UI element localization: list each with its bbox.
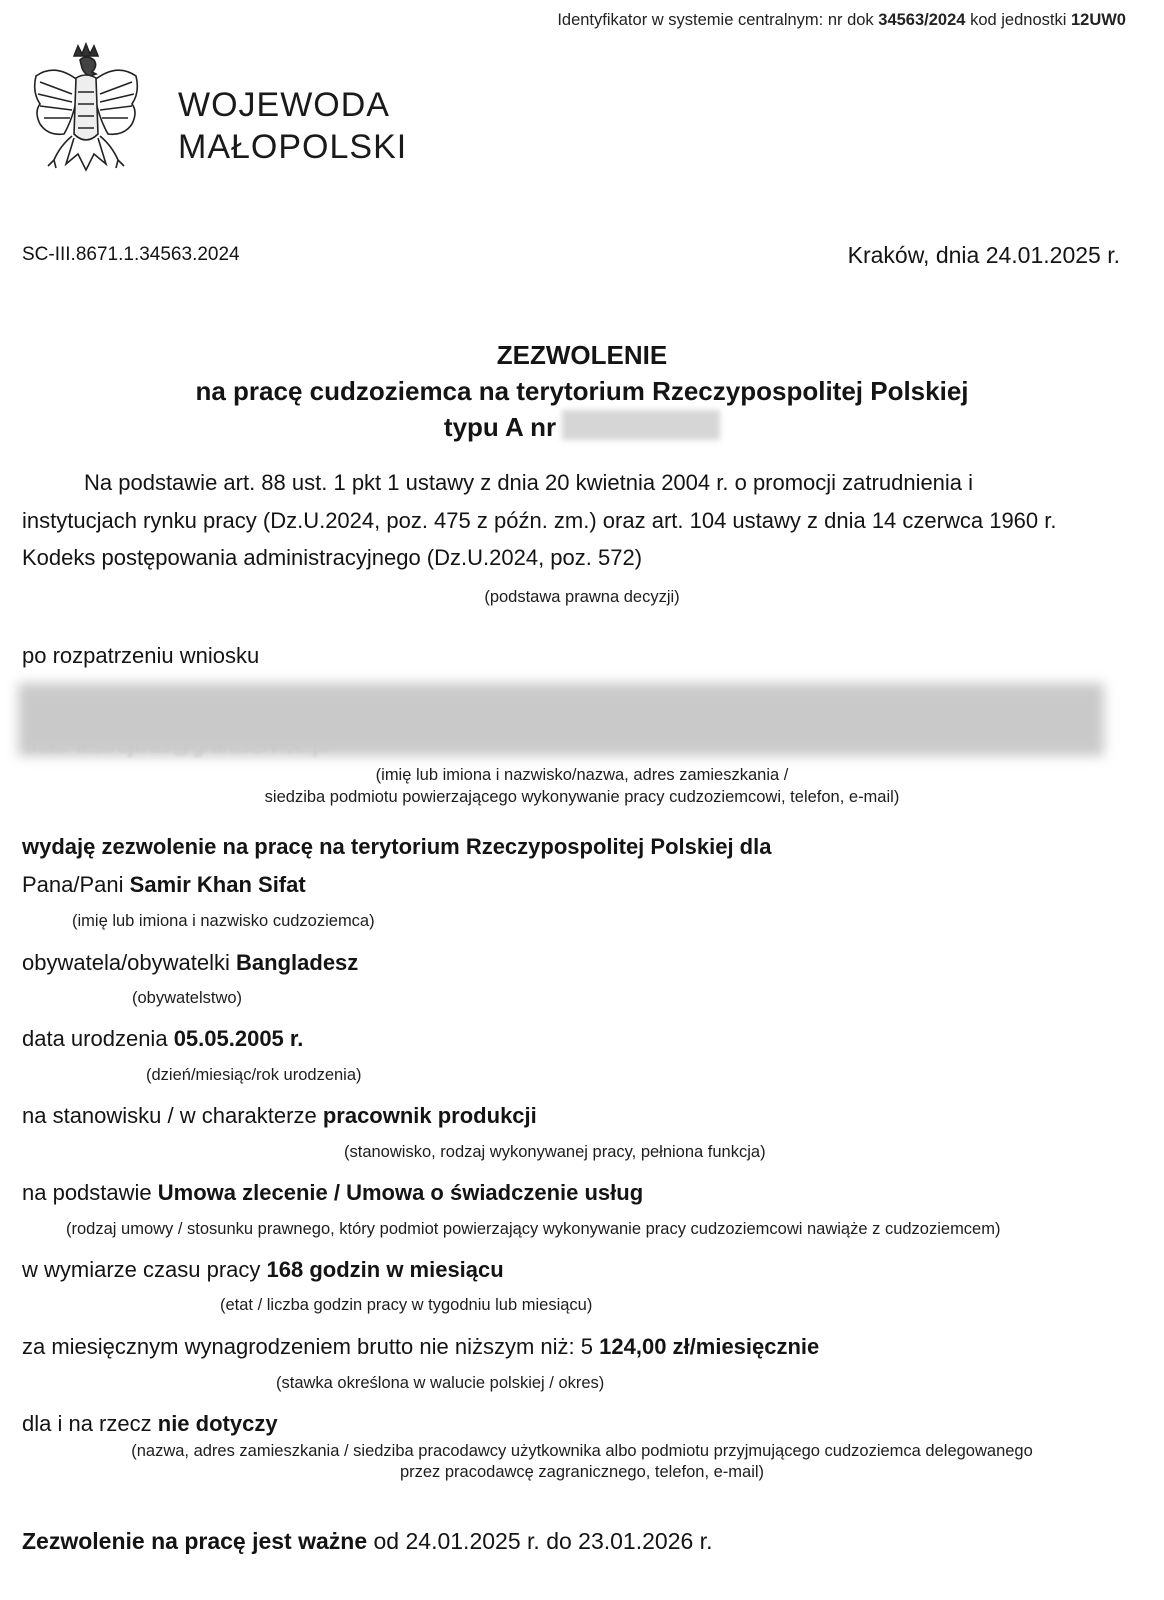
applicant-hint-1: (imię lub imiona i nazwisko/nazwa, adres zamieszkania / <box>375 766 789 784</box>
citizenship-value: Bangladesz <box>236 950 359 975</box>
validity-to-label: do <box>546 1528 572 1554</box>
contract-label: na podstawie <box>22 1180 152 1205</box>
case-signature: SC-III.8671.1.34563.2024 <box>22 244 240 265</box>
citizenship-row <box>22 950 358 976</box>
system-id-label: Identyfikator w systemie centralnym: nr dok <box>557 11 874 29</box>
issue-statement: wydaję zezwolenie na pracę na terytorium Rzeczypospolitej Polskiej dla <box>22 834 772 859</box>
position-label: na stanowisku / w charakterze <box>22 1103 317 1128</box>
working-hours-value: 168 godzin w miesiącu <box>266 1257 504 1282</box>
document-title: ZEZWOLENIE <box>496 340 668 370</box>
contract-hint: (rodzaj umowy / stosunku prawnego, który podmiot powierzający wykonywanie pracy cudzoziemcowi nawiąże z cudzoziemcem) <box>66 1220 1001 1238</box>
redacted-permit-number <box>562 410 720 440</box>
validity-from-date: 24.01.2025 r. <box>405 1528 540 1554</box>
legal-basis-hint: (podstawa prawna decyzji) <box>484 588 680 606</box>
unit-code: 12UW0 <box>1070 11 1126 29</box>
validity-from-label: od <box>373 1528 400 1554</box>
foreigner-name-label: Pana/Pani <box>22 872 124 897</box>
validity-prefix: Zezwolenie na pracę jest ważne <box>22 1528 368 1554</box>
position-value: pracownik produkcji <box>322 1103 537 1128</box>
applicant-hint-2: siedziba podmiotu powierzającego wykonywanie pracy cudzoziemcowi, telefon, e-mail) <box>264 788 900 806</box>
on-behalf-label: dla i na rzecz <box>22 1411 152 1436</box>
legal-basis-paragraph <box>22 464 1132 577</box>
office-line-1: WOJEWODA <box>178 86 390 124</box>
salary-hint: (stawka określona w walucie polskiej / okres) <box>276 1374 605 1392</box>
position-row <box>22 1103 537 1129</box>
contract-row <box>22 1180 643 1206</box>
foreigner-name-row <box>22 872 306 898</box>
unit-code-label: kod jednostki <box>970 11 1067 29</box>
birth-date-hint: (dzień/miesiąc/rok urodzenia) <box>146 1066 362 1084</box>
citizenship-label: obywatela/obywatelki <box>22 950 230 975</box>
working-hours-row <box>22 1257 504 1283</box>
on-behalf-row <box>22 1411 278 1437</box>
on-behalf-value: nie dotyczy <box>157 1411 278 1436</box>
citizenship-hint: (obywatelstwo) <box>132 989 243 1007</box>
salary-label: za miesięcznym wynagrodzeniem brutto nie niższym niż: 5 <box>22 1334 594 1359</box>
position-hint: (stanowisko, rodzaj wykonywanej pracy, pełniona funkcja) <box>344 1143 766 1161</box>
salary-value: 124,00 zł/miesięcznie <box>599 1334 820 1359</box>
application-label: po rozpatrzeniu wniosku <box>22 643 260 668</box>
permit-type-label: typu A nr <box>443 412 557 442</box>
legal-basis-line-3: Kodeks postępowania administracyjnego (Dz.U.2024, poz. 572) <box>22 545 643 570</box>
on-behalf-hint-1: (nazwa, adres zamieszkania / siedziba pracodawcy użytkownika albo podmiotu przyjmującego cudzoziemca delegowanego <box>131 1442 1033 1460</box>
working-hours-hint: (etat / liczba godzin pracy w tygodniu lub miesiącu) <box>220 1296 593 1314</box>
birth-date-row <box>22 1026 303 1052</box>
salary-row <box>22 1334 819 1360</box>
foreigner-name: Samir Khan Sifat <box>129 872 306 897</box>
validity-statement <box>22 1528 712 1555</box>
legal-basis-line-2: instytucjach rynku pracy (Dz.U.2024, poz. 475 z późn. zm.) oraz art. 104 ustawy z dnia 14 czerwca 1960 r. <box>22 507 1057 533</box>
validity-to-date: 23.01.2026 r. <box>578 1528 713 1554</box>
on-behalf-hint-2: przez pracodawcę zagranicznego, telefon, e-mail) <box>399 1463 765 1481</box>
place-and-date: Kraków, dnia 24.01.2025 r. <box>847 242 1120 268</box>
issuing-office <box>178 84 407 168</box>
doc-number: 34563/2024 <box>878 11 966 29</box>
foreigner-name-hint: (imię lub imiona i nazwisko cudzoziemca) <box>72 912 375 930</box>
permit-type-number <box>0 410 1164 443</box>
working-hours-label: w wymiarze czasu pracy <box>22 1257 261 1282</box>
document-subtitle: na pracę cudzoziemca na terytorium Rzeczypospolitej Polskiej <box>195 376 969 406</box>
birth-date-label: data urodzenia <box>22 1026 168 1051</box>
system-identifier <box>557 11 1126 30</box>
birth-date-value: 05.05.2005 r. <box>173 1026 304 1051</box>
polish-eagle-emblem-icon <box>26 42 146 192</box>
legal-basis-line-1: Na podstawie art. 88 ust. 1 pkt 1 ustawy z dnia 20 kwietnia 2004 r. o promocji zatrudnienia i <box>84 470 974 495</box>
office-line-2: MAŁOPOLSKI <box>178 128 408 166</box>
contract-value: Umowa zlecenie / Umowa o świadczenie usług <box>157 1180 644 1205</box>
redacted-applicant-details <box>18 683 1104 756</box>
